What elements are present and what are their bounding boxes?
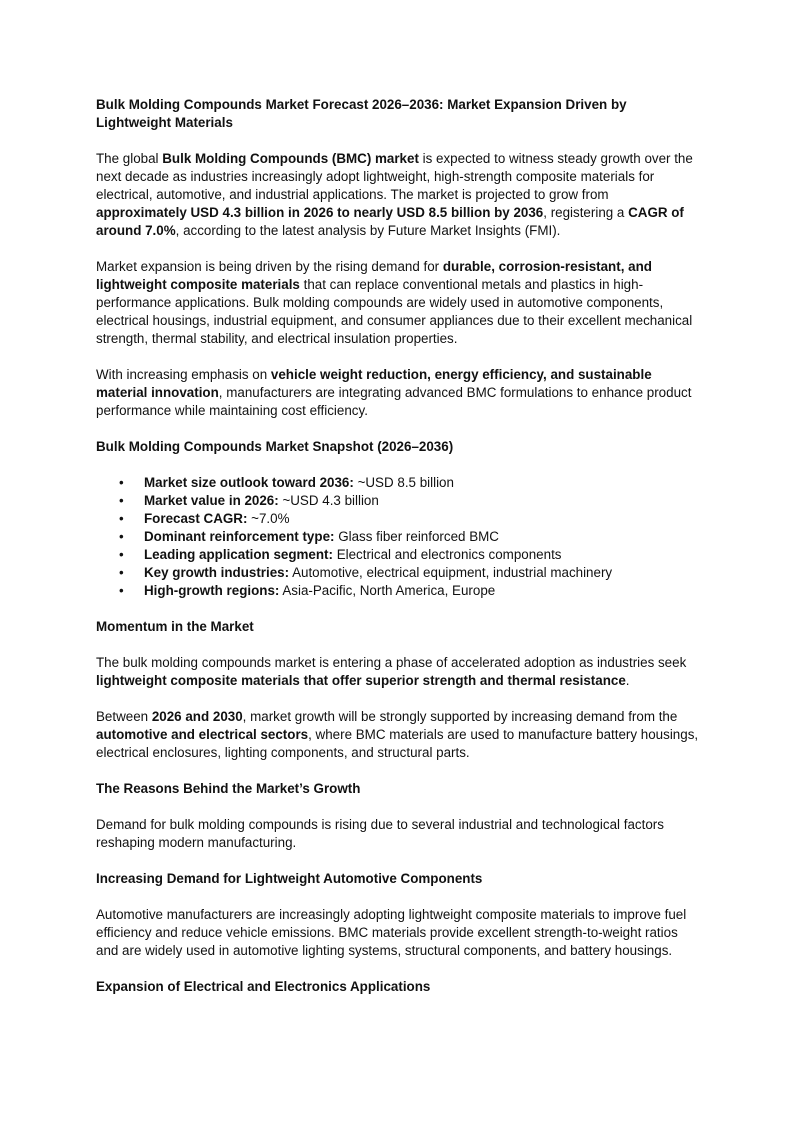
list-item: [119, 510, 700, 528]
momentum-heading: Momentum in the Market: [96, 619, 254, 634]
text-run: , registering a: [543, 205, 629, 220]
reasons-heading: The Reasons Behind the Market’s Growth: [96, 781, 361, 796]
expansion-paragraph: [96, 258, 700, 348]
list-item: [119, 582, 700, 600]
document-page: [96, 96, 700, 1014]
automotive-paragraph: Automotive manufacturers are increasingly adopting lightweight composite materials to improve fuel efficiency and reduce vehicle emissions. BMC materials provide excellent strength-to-weight ratios and are widely used in automotive lighting systems, structural components, and battery housings.: [96, 907, 687, 958]
item-label: Forecast CAGR:: [144, 511, 248, 526]
text-run: , market growth will be strongly supported by increasing demand from the: [242, 709, 678, 724]
snapshot-heading: Bulk Molding Compounds Market Snapshot (2026–2036): [96, 439, 454, 454]
item-label: Dominant reinforcement type:: [144, 529, 335, 544]
list-item: [119, 564, 700, 582]
item-label: Key growth industries:: [144, 565, 290, 580]
text-run: , manufacturers are integrating advanced BMC formulations to enhance product performance while maintaining cost efficiency.: [96, 385, 692, 418]
bold-run: lightweight composite materials that offer superior strength and thermal resistance: [96, 673, 626, 688]
text-run: Market expansion is being driven by the rising demand for: [96, 259, 443, 274]
text-run: that can replace conventional metals and plastics in high-performance applications. Bulk molding compounds are widely used in automotive components, electrical housings, industrial equipment, and consumer appliances due to their excellent mechanical strength, thermal stability, and electrical insulation properties.: [96, 277, 693, 346]
list-item: [119, 546, 700, 564]
bold-run: CAGR of around 7.0%: [96, 205, 684, 238]
bold-run: Bulk Molding Compounds (BMC) market: [162, 151, 419, 166]
bold-run: vehicle weight reduction, energy efficiency, and sustainable material innovation: [96, 367, 652, 400]
list-item: [119, 474, 700, 492]
text-run: is expected to witness steady growth over the next decade as industries increasingly adopt lightweight, high-strength composite materials for electrical, automotive, and industrial applications. The market is projected to grow from: [96, 151, 693, 202]
text-run: , where BMC materials are used to manufacture battery housings, electrical enclosures, lighting components, and structural parts.: [96, 727, 699, 760]
bullet-icon: •: [119, 583, 124, 598]
text-run: With increasing emphasis on: [96, 367, 271, 382]
snapshot-list: [96, 474, 700, 600]
text-run: , according to the latest analysis by Future Market Insights (FMI).: [175, 223, 561, 238]
item-value: ~USD 4.3 billion: [278, 493, 379, 508]
bullet-icon: •: [119, 511, 124, 526]
item-label: Market value in 2026:: [144, 493, 279, 508]
bullet-icon: •: [119, 475, 124, 490]
item-value: ~7.0%: [247, 511, 290, 526]
bold-run: approximately USD 4.3 billion in 2026 to nearly USD 8.5 billion by 2036: [96, 205, 544, 220]
item-label: High-growth regions:: [144, 583, 280, 598]
item-value: ~USD 8.5 billion: [353, 475, 454, 490]
bold-run: durable, corrosion-resistant, and lightweight composite materials: [96, 259, 652, 292]
bold-run: 2026 and 2030: [151, 709, 243, 724]
list-item: [119, 492, 700, 510]
item-label: Leading application segment:: [144, 547, 333, 562]
item-value: Glass fiber reinforced BMC: [334, 529, 499, 544]
item-label: Market size outlook toward 2036:: [144, 475, 354, 490]
reasons-paragraph: Demand for bulk molding compounds is rising due to several industrial and technological factors reshaping modern manufacturing.: [96, 817, 664, 850]
momentum-paragraph-2: [96, 708, 700, 762]
document-title: Bulk Molding Compounds Market Forecast 2026–2036: Market Expansion Driven by Lightweight Materials: [96, 97, 627, 130]
momentum-paragraph-1: [96, 654, 700, 690]
intro-paragraph: [96, 150, 700, 240]
text-run: Between: [96, 709, 152, 724]
electrical-heading: Expansion of Electrical and Electronics Applications: [96, 979, 431, 994]
text-run: .: [625, 673, 630, 688]
bullet-icon: •: [119, 547, 124, 562]
automotive-heading: Increasing Demand for Lightweight Automotive Components: [96, 871, 483, 886]
emphasis-paragraph: [96, 366, 700, 420]
text-run: The bulk molding compounds market is entering a phase of accelerated adoption as industries seek: [96, 655, 687, 670]
bold-run: automotive and electrical sectors: [96, 727, 309, 742]
text-run: The global: [96, 151, 163, 166]
bullet-icon: •: [119, 565, 124, 580]
item-value: Automotive, electrical equipment, industrial machinery: [289, 565, 613, 580]
bullet-icon: •: [119, 493, 124, 508]
item-value: Electrical and electronics components: [332, 547, 562, 562]
bullet-icon: •: [119, 529, 124, 544]
list-item: [119, 528, 700, 546]
item-value: Asia-Pacific, North America, Europe: [279, 583, 496, 598]
